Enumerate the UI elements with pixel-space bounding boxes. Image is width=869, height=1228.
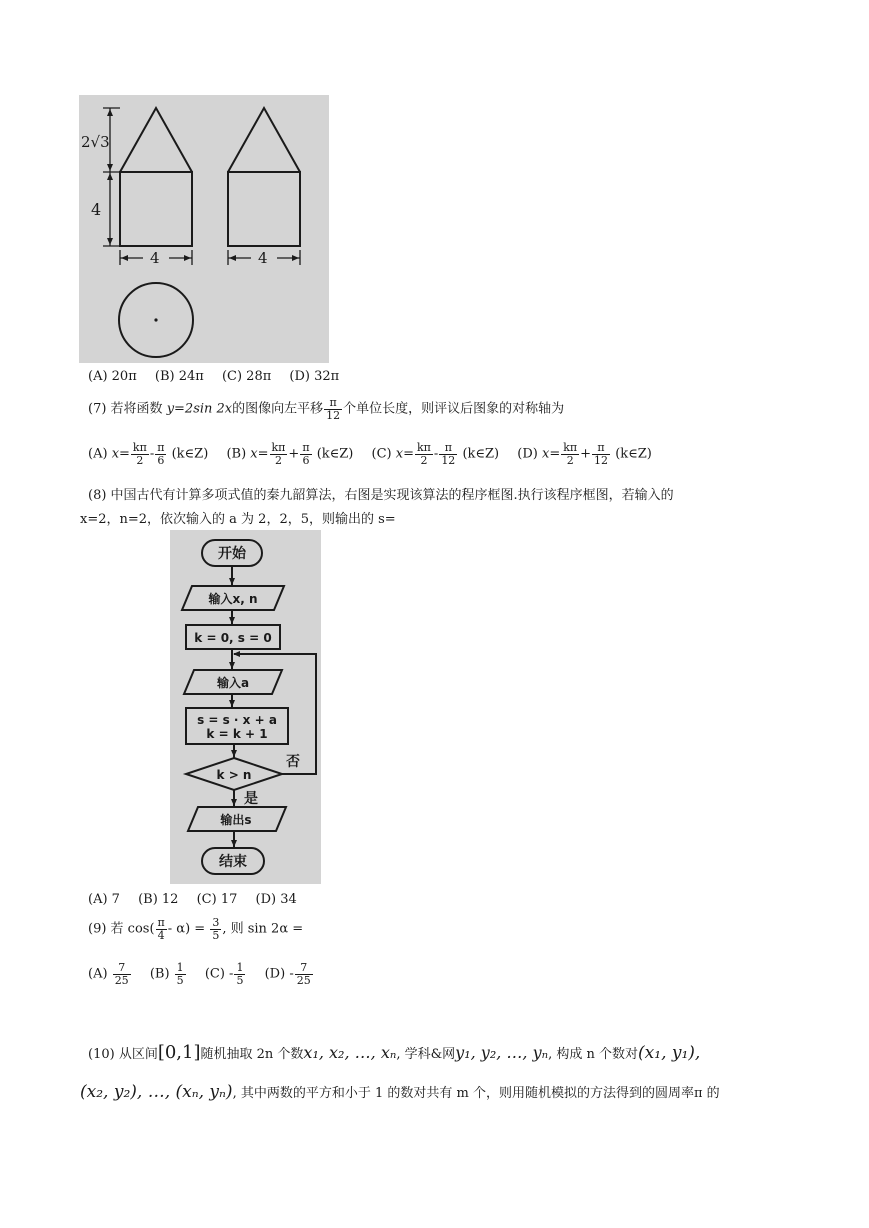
q7-function: y=2sin 2x [166, 401, 233, 417]
flow-step-k-label: k = k + 1 [206, 727, 268, 741]
dim-height-top: 2√3 [81, 133, 110, 151]
flowchart [170, 530, 321, 884]
q6-option-b: (B) 24π [154, 369, 204, 384]
q8-option-a: (A) 7 [88, 892, 120, 907]
front-view-body [120, 172, 192, 246]
flow-yes-label: 是 [244, 791, 258, 807]
q9-angle-fraction: $\frac{\pi}{4}$ [157, 916, 165, 942]
q7-question [88, 397, 564, 421]
flowchart-figure [170, 530, 321, 884]
three-view-figure [79, 95, 329, 363]
q6-option-d: (D) 32π [289, 369, 340, 384]
q7-option-c: (C) x= $\frac{k\pi}{2}$ - $\frac{\pi}{12}$ (k∈Z) [371, 441, 500, 467]
dim-width-right: 4 [258, 249, 268, 267]
q6-option-c: (C) 28π [221, 369, 272, 384]
flow-condition-label: k > n [216, 768, 252, 782]
flow-output-label: 输出s [220, 813, 252, 827]
flow-start-label: 开始 [218, 546, 246, 562]
top-view-center-dot [154, 318, 157, 321]
dim-width-left: 4 [150, 249, 160, 267]
q9-option-d: (D) - $\frac{7}{25}$ [264, 961, 311, 987]
flow-no-label: 否 [286, 754, 300, 770]
q7-option-a: (A) x= $\frac{k\pi}{2}$ - $\frac{\pi}{6}$ (k∈Z) [88, 441, 209, 467]
q7-option-b: (B) x= $\frac{k\pi}{2}$ + $\frac{\pi}{6}$ (k∈Z) [226, 441, 354, 467]
q8-question-line2: x=2，n=2，依次输入的 a 为 2，2，5，则输出的 s= [80, 512, 396, 527]
dim-height-body: 4 [91, 200, 102, 219]
q6-option-a: (A) 20π [88, 369, 137, 384]
q9-options [88, 962, 328, 986]
q7-option-d: (D) x= $\frac{k\pi}{2}$ + $\frac{\pi}{12}$ (k∈Z) [517, 441, 652, 467]
q7-suffix: 个单位长度，则评议后图象的对称轴为 [343, 401, 565, 417]
q7-shift-fraction: $\frac{\pi}{12}$ [326, 396, 341, 422]
q7-mid: 的图像向左平移 [232, 401, 324, 417]
flow-input-xn-label: 输入x, n [208, 592, 258, 606]
q9-question: (9) 若 cos( $\frac{\pi}{4}$ - α) = $\frac{3}{5}$ , 则 sin 2α = [88, 916, 304, 942]
three-view-drawing [79, 95, 329, 363]
side-view-body [228, 172, 300, 246]
q8-question-line1: (8) 中国古代有计算多项式值的秦九韶算法，右图是实现该算法的程序框图.执行该程序框图，若输入的 [88, 488, 674, 503]
q10-question-line2: (x₂, y₂), …, (xₙ, yₙ), 其中两数的平方和小于 1 的数对共有 m 个，则用随机模拟的方法得到的圆周率π 的 [80, 1082, 720, 1102]
front-view-roof [120, 108, 192, 172]
q9-option-b: (B) $\frac{1}{5}$ [149, 961, 184, 987]
flow-step-s-label: s = s · x + a [197, 713, 277, 727]
q8-option-d: (D) 34 [255, 892, 297, 907]
q9-value-fraction: $\frac{3}{5}$ [212, 916, 220, 942]
flow-init-label: k = 0, s = 0 [194, 631, 272, 645]
q7-options [88, 442, 666, 466]
side-view-roof [228, 108, 300, 172]
q8-option-c: (C) 17 [196, 892, 238, 907]
q8-options [88, 892, 311, 907]
flow-end-label: 结束 [219, 854, 247, 870]
q9-option-c: (C) - $\frac{1}{5}$ [204, 961, 244, 987]
q6-options [88, 369, 353, 384]
q8-option-b: (B) 12 [138, 892, 179, 907]
q9-option-a: (A) $\frac{7}{25}$ [88, 961, 129, 987]
q10-question-line1: (10) 从区间[0,1]随机抽取 2n 个数x₁, x₂, …, xₙ, 学科&网y₁, y₂, …, yₙ, 构成 n 个数对(x₁, y₁), [88, 1042, 701, 1063]
q7-prefix: (7) 若将函数 [88, 401, 167, 417]
flow-input-a-label: 输入a [216, 676, 250, 690]
